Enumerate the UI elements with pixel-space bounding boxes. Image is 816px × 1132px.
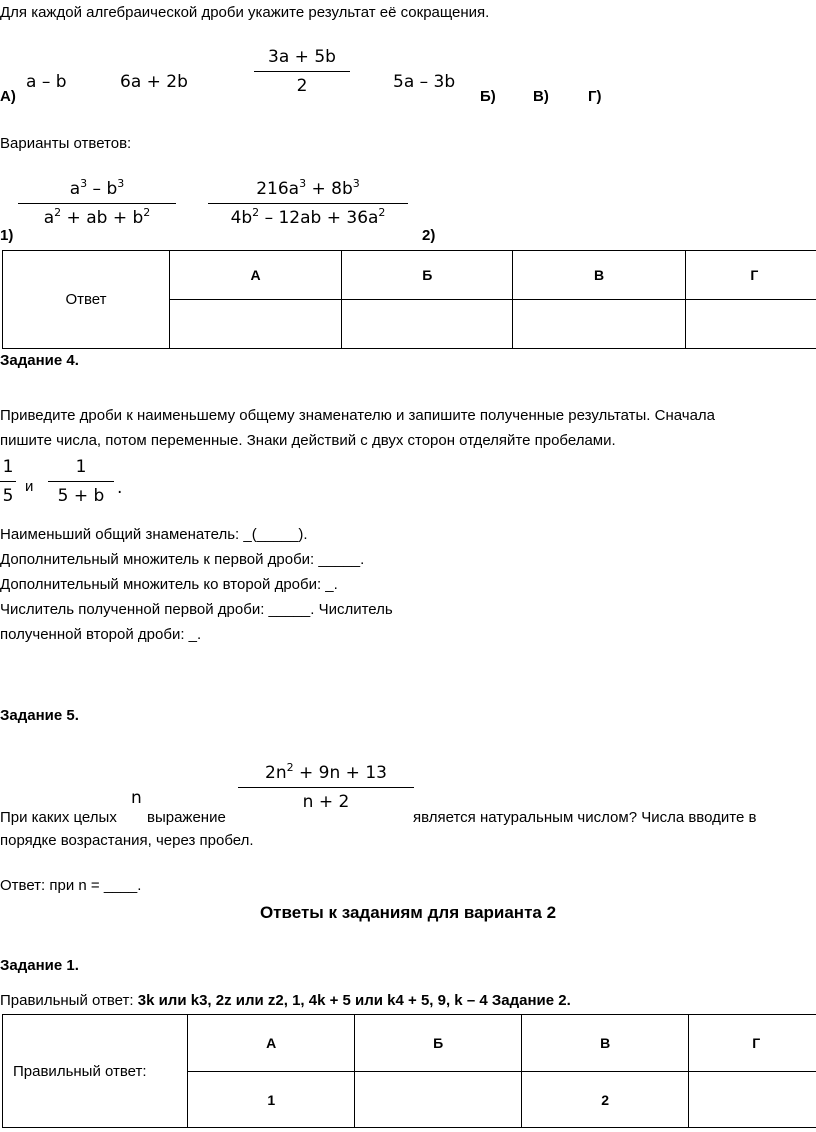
task4-text-line1: Приведите дроби к наименьшему общему знаменателю и запишите полученные результаты. Сначала bbox=[0, 407, 716, 424]
variants-title: Варианты ответов: bbox=[0, 135, 132, 152]
fraction2-numerator: 1 bbox=[75, 457, 87, 477]
answer-cell-g[interactable] bbox=[685, 300, 816, 349]
answers-header-b: Б bbox=[355, 1015, 522, 1072]
label-v: В) bbox=[533, 88, 549, 105]
option2-label: 2) bbox=[422, 227, 436, 244]
expr-d: 5a – 3b bbox=[393, 72, 456, 92]
label-g: Г) bbox=[588, 88, 602, 105]
task4-text-line2: пишите числа, потом переменные. Знаки действий с двух сторон отделяйте пробелами. bbox=[0, 432, 616, 449]
task4-line-denominator: Наименьший общий знаменатель: _(_____). bbox=[0, 526, 308, 543]
task5-text-before: При каких целых bbox=[0, 809, 117, 826]
header-v: В bbox=[513, 251, 685, 300]
expr-c-fraction bbox=[254, 46, 350, 97]
task5-text-line2: порядке возрастания, через пробел. bbox=[0, 832, 254, 849]
answers-task1-value: 3k или k3, 2z или z2, 1, 4k + 5 или k4 + 5, 9, k – 4 Задание 2. bbox=[137, 992, 571, 1009]
task5-numerator: $2n^2 + 9n + 13$ bbox=[265, 761, 387, 783]
fraction-bar bbox=[238, 787, 414, 788]
task4-line-multiplier2: Дополнительный множитель ко второй дроби: _. bbox=[0, 576, 338, 593]
answer-cell-v[interactable] bbox=[513, 300, 685, 349]
task4-fraction1 bbox=[0, 456, 16, 507]
header-g: Г bbox=[685, 251, 816, 300]
answer-cell-b[interactable] bbox=[342, 300, 513, 349]
expr-b: 6a + 2b bbox=[120, 72, 188, 92]
task5-variable: n bbox=[131, 788, 142, 808]
header-a: А bbox=[170, 251, 342, 300]
task4-line-numerator1: Числитель полученной первой дроби: _____. Числитель bbox=[0, 601, 393, 618]
task4-line-numerator2: полученной второй дроби: _. bbox=[0, 626, 202, 643]
answers-cell-b bbox=[355, 1072, 522, 1128]
fraction-bar bbox=[254, 71, 350, 72]
answers-task1-prefix: Правильный ответ: bbox=[0, 992, 138, 1009]
expr-a: a – b bbox=[26, 72, 67, 92]
answers-table bbox=[2, 1014, 816, 1128]
answers-header-a: А bbox=[188, 1015, 355, 1072]
task4-period: . bbox=[117, 478, 123, 498]
task5-text-mid: выражение bbox=[147, 809, 226, 826]
answers-task1-line bbox=[0, 992, 571, 1009]
fraction-bar bbox=[48, 481, 114, 482]
option1-fraction bbox=[18, 178, 176, 229]
task5-text-after: является натуральным числом? Числа вводите в bbox=[413, 809, 757, 826]
option1-denominator: $a^2$ + ab + $b^2$ bbox=[43, 206, 151, 228]
answers-header-g: Г bbox=[689, 1015, 816, 1072]
task5-fraction bbox=[238, 762, 414, 813]
answers-header-v: В bbox=[521, 1015, 688, 1072]
task3-instruction: Для каждой алгебраической дроби укажите результат её сокращения. bbox=[0, 4, 490, 21]
fraction-bar bbox=[208, 203, 408, 204]
answers-cell-v: 2 bbox=[521, 1072, 688, 1128]
task4-title: Задание 4. bbox=[0, 352, 79, 369]
expr-c-numerator: 3a + 5b bbox=[268, 47, 336, 67]
label-a: А) bbox=[0, 88, 16, 105]
answers-cell-g bbox=[689, 1072, 816, 1128]
answers-task1-title: Задание 1. bbox=[0, 957, 79, 974]
answers-cell-a: 1 bbox=[188, 1072, 355, 1128]
fraction-bar bbox=[18, 203, 176, 204]
option1-numerator: $a^3 - b^3$ bbox=[69, 177, 125, 199]
fraction2-denominator: 5 + b bbox=[57, 486, 105, 506]
task4-conjunction: и bbox=[25, 478, 34, 495]
task5-title: Задание 5. bbox=[0, 707, 79, 724]
fraction1-numerator: 1 bbox=[2, 457, 14, 477]
answer-row-label: Ответ bbox=[3, 251, 170, 349]
task4-line-multiplier1: Дополнительный множитель к первой дроби: _____. bbox=[0, 551, 365, 568]
option2-fraction bbox=[208, 178, 408, 229]
label-b: Б) bbox=[480, 88, 496, 105]
task3-answer-table bbox=[2, 250, 816, 349]
answers-row-label: Правильный ответ: bbox=[3, 1015, 188, 1128]
expr-c-denominator: 2 bbox=[296, 76, 308, 96]
answers-heading: Ответы к заданиям для варианта 2 bbox=[259, 903, 557, 922]
answer-cell-a[interactable] bbox=[170, 300, 342, 349]
task4-fraction2 bbox=[48, 456, 114, 507]
fraction-bar bbox=[0, 481, 16, 482]
option1-label: 1) bbox=[0, 227, 14, 244]
task5-denominator: n + 2 bbox=[302, 792, 350, 812]
fraction1-denominator: 5 bbox=[2, 486, 14, 506]
task5-answer-line: Ответ: при n = ____. bbox=[0, 877, 142, 894]
header-b: Б bbox=[342, 251, 513, 300]
option2-numerator: $216a^3 + 8b^3$ bbox=[256, 177, 360, 199]
option2-denominator: $4b^2 - 12ab + 36a^2$ bbox=[230, 206, 386, 228]
